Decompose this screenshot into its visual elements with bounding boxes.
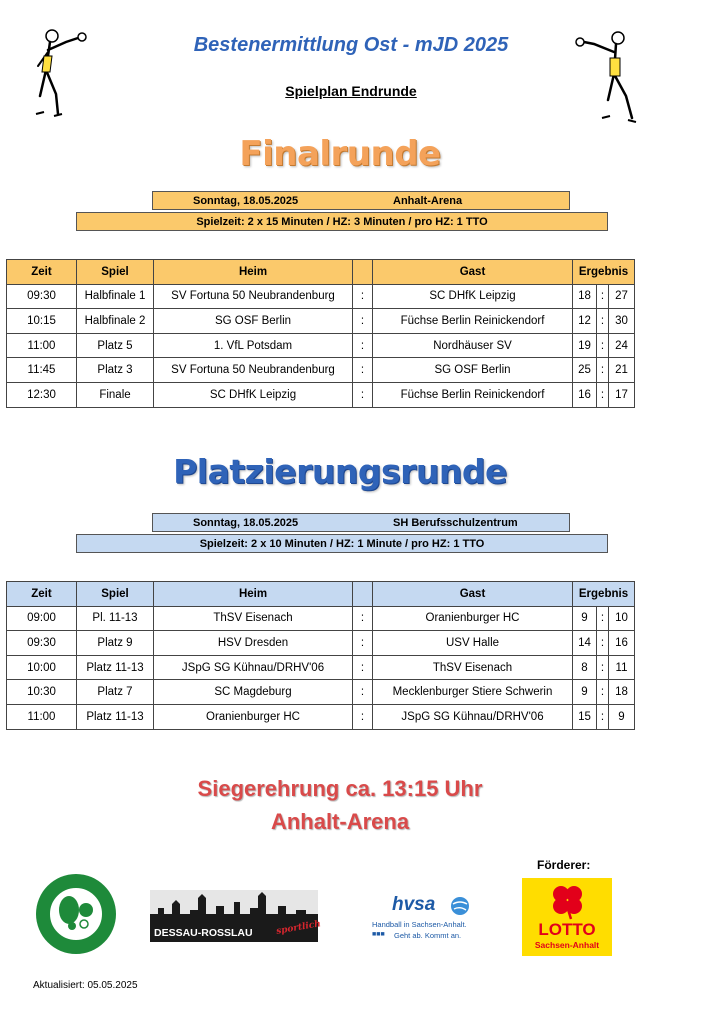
game-time: 10:30 — [7, 680, 77, 705]
hvsa-tagline-2: Geht ab. Kommt an. — [394, 931, 462, 940]
placement-round-playtime: Spielzeit: 2 x 10 Minuten / HZ: 1 Minute / pro HZ: 1 TTO — [76, 534, 608, 553]
game-label: Platz 5 — [77, 333, 154, 358]
home-team: SV Fortuna 50 Neubrandenburg — [154, 284, 353, 309]
table-row — [7, 382, 635, 407]
away-team: Mecklenburger Stiere Schwerin — [373, 680, 573, 705]
score-colon: : — [597, 655, 609, 680]
column-header-time: Zeit — [7, 582, 77, 607]
score-home: 8 — [573, 655, 597, 680]
placement-round-date: Sonntag, 18.05.2025 — [193, 516, 299, 529]
score-home: 18 — [573, 284, 597, 309]
final-round-heading: Finalrunde — [239, 134, 441, 174]
column-header-result: Ergebnis — [573, 260, 635, 285]
game-time: 10:15 — [7, 309, 77, 334]
score-colon: : — [597, 680, 609, 705]
column-header-separator — [353, 260, 373, 285]
handball-ball-icon — [450, 896, 470, 916]
game-time: 11:00 — [7, 704, 77, 729]
game-time: 11:00 — [7, 333, 77, 358]
final-round-date: Sonntag, 18.05.2025 — [193, 194, 299, 207]
table-row — [7, 680, 635, 705]
table-row — [7, 704, 635, 729]
home-team: SC DHfK Leipzig — [154, 382, 353, 407]
score-away: 9 — [609, 704, 635, 729]
final-round-table — [6, 259, 635, 408]
home-team: SC Magdeburg — [154, 680, 353, 705]
score-colon: : — [597, 606, 609, 631]
award-ceremony-venue: Anhalt-Arena — [270, 809, 410, 834]
table-header-row — [7, 582, 635, 607]
score-home: 14 — [573, 631, 597, 656]
home-team: HSV Dresden — [154, 631, 353, 656]
placement-round-date-venue — [152, 513, 570, 532]
versus-separator: : — [353, 680, 373, 705]
column-header-away: Gast — [373, 260, 573, 285]
score-colon: : — [597, 358, 609, 383]
game-time: 09:30 — [7, 631, 77, 656]
sg-kuehnau-club-logo — [32, 872, 120, 956]
final-round-date-venue — [152, 191, 570, 210]
versus-separator: : — [353, 358, 373, 383]
game-time: 10:00 — [7, 655, 77, 680]
lotto-logo-name: LOTTO — [538, 920, 596, 939]
game-label: Halbfinale 2 — [77, 309, 154, 334]
lotto-logo-region: Sachsen-Anhalt — [534, 940, 600, 950]
score-home: 19 — [573, 333, 597, 358]
table-row — [7, 655, 635, 680]
score-colon: : — [597, 284, 609, 309]
final-round-playtime: Spielzeit: 2 x 15 Minuten / HZ: 3 Minuten / pro HZ: 1 TTO — [76, 212, 608, 231]
away-team: SC DHfK Leipzig — [373, 284, 573, 309]
hvsa-logo — [372, 894, 492, 942]
score-away: 10 — [609, 606, 635, 631]
placement-round-table — [6, 581, 635, 730]
versus-separator: : — [353, 382, 373, 407]
score-away: 11 — [609, 655, 635, 680]
table-row — [7, 631, 635, 656]
away-team: SG OSF Berlin — [373, 358, 573, 383]
dessau-rosslau-logo-text: DESSAU-ROSSLAU — [154, 927, 253, 939]
column-header-game: Spiel — [77, 582, 154, 607]
table-row — [7, 284, 635, 309]
versus-separator: : — [353, 704, 373, 729]
score-home: 15 — [573, 704, 597, 729]
versus-separator: : — [353, 655, 373, 680]
score-colon: : — [597, 704, 609, 729]
score-colon: : — [597, 382, 609, 407]
column-header-home: Heim — [154, 260, 353, 285]
away-team: JSpG SG Kühnau/DRHV'06 — [373, 704, 573, 729]
home-team: 1. VfL Potsdam — [154, 333, 353, 358]
sponsor-label: Förderer: — [537, 858, 591, 872]
game-time: 11:45 — [7, 358, 77, 383]
score-home: 12 — [573, 309, 597, 334]
score-away: 17 — [609, 382, 635, 407]
home-team: SV Fortuna 50 Neubrandenburg — [154, 358, 353, 383]
game-time: 09:30 — [7, 284, 77, 309]
versus-separator: : — [353, 309, 373, 334]
home-team: JSpG SG Kühnau/DRHV'06 — [154, 655, 353, 680]
column-header-away: Gast — [373, 582, 573, 607]
away-team: Oranienburger HC — [373, 606, 573, 631]
placement-round-heading: Platzierungsrunde — [173, 452, 507, 491]
versus-separator: : — [353, 606, 373, 631]
game-label: Pl. 11-13 — [77, 606, 154, 631]
score-colon: : — [597, 309, 609, 334]
hvsa-squares-icon: ■■■ — [372, 931, 385, 938]
page-title: Bestenermittlung Ost - mJD 2025 — [193, 34, 509, 56]
award-ceremony-time: Siegerehrung ca. 13:15 Uhr — [197, 776, 483, 801]
score-colon: : — [597, 631, 609, 656]
home-team: SG OSF Berlin — [154, 309, 353, 334]
column-header-result: Ergebnis — [573, 582, 635, 607]
table-header-row — [7, 260, 635, 285]
score-away: 24 — [609, 333, 635, 358]
table-row — [7, 606, 635, 631]
score-home: 25 — [573, 358, 597, 383]
column-header-game: Spiel — [77, 260, 154, 285]
versus-separator: : — [353, 631, 373, 656]
dessau-rosslau-logo — [150, 890, 322, 942]
score-home: 16 — [573, 382, 597, 407]
score-away: 27 — [609, 284, 635, 309]
last-updated-note: Aktualisiert: 05.05.2025 — [33, 980, 138, 991]
column-header-separator — [353, 582, 373, 607]
game-time: 12:30 — [7, 382, 77, 407]
page-subtitle: Spielplan Endrunde — [285, 83, 417, 99]
dessau-rosslau-logo-script: sportlich — [275, 919, 322, 937]
away-team: Füchse Berlin Reinickendorf — [373, 309, 573, 334]
away-team: Füchse Berlin Reinickendorf — [373, 382, 573, 407]
game-label: Halbfinale 1 — [77, 284, 154, 309]
game-label: Platz 11-13 — [77, 655, 154, 680]
final-round-venue: Anhalt-Arena — [393, 194, 463, 207]
versus-separator: : — [353, 333, 373, 358]
hvsa-logo-name: hvsa — [392, 894, 436, 915]
away-team: ThSV Eisenach — [373, 655, 573, 680]
score-home: 9 — [573, 680, 597, 705]
score-away: 21 — [609, 358, 635, 383]
away-team: USV Halle — [373, 631, 573, 656]
game-label: Platz 9 — [77, 631, 154, 656]
home-team: ThSV Eisenach — [154, 606, 353, 631]
game-label: Platz 11-13 — [77, 704, 154, 729]
city-skyline-icon — [150, 890, 318, 926]
table-row — [7, 358, 635, 383]
lotto-sachsen-anhalt-logo — [522, 878, 612, 956]
away-team: Nordhäuser SV — [373, 333, 573, 358]
hvsa-tagline-1: Handball in Sachsen-Anhalt. — [372, 920, 467, 929]
table-row — [7, 333, 635, 358]
clover-icon — [547, 882, 587, 920]
column-header-time: Zeit — [7, 260, 77, 285]
placement-round-venue: SH Berufsschulzentrum — [393, 516, 518, 529]
score-away: 16 — [609, 631, 635, 656]
game-label: Finale — [77, 382, 154, 407]
score-away: 30 — [609, 309, 635, 334]
score-colon: : — [597, 333, 609, 358]
column-header-home: Heim — [154, 582, 353, 607]
table-row — [7, 309, 635, 334]
game-label: Platz 3 — [77, 358, 154, 383]
score-home: 9 — [573, 606, 597, 631]
home-team: Oranienburger HC — [154, 704, 353, 729]
versus-separator: : — [353, 284, 373, 309]
game-time: 09:00 — [7, 606, 77, 631]
game-label: Platz 7 — [77, 680, 154, 705]
score-away: 18 — [609, 680, 635, 705]
